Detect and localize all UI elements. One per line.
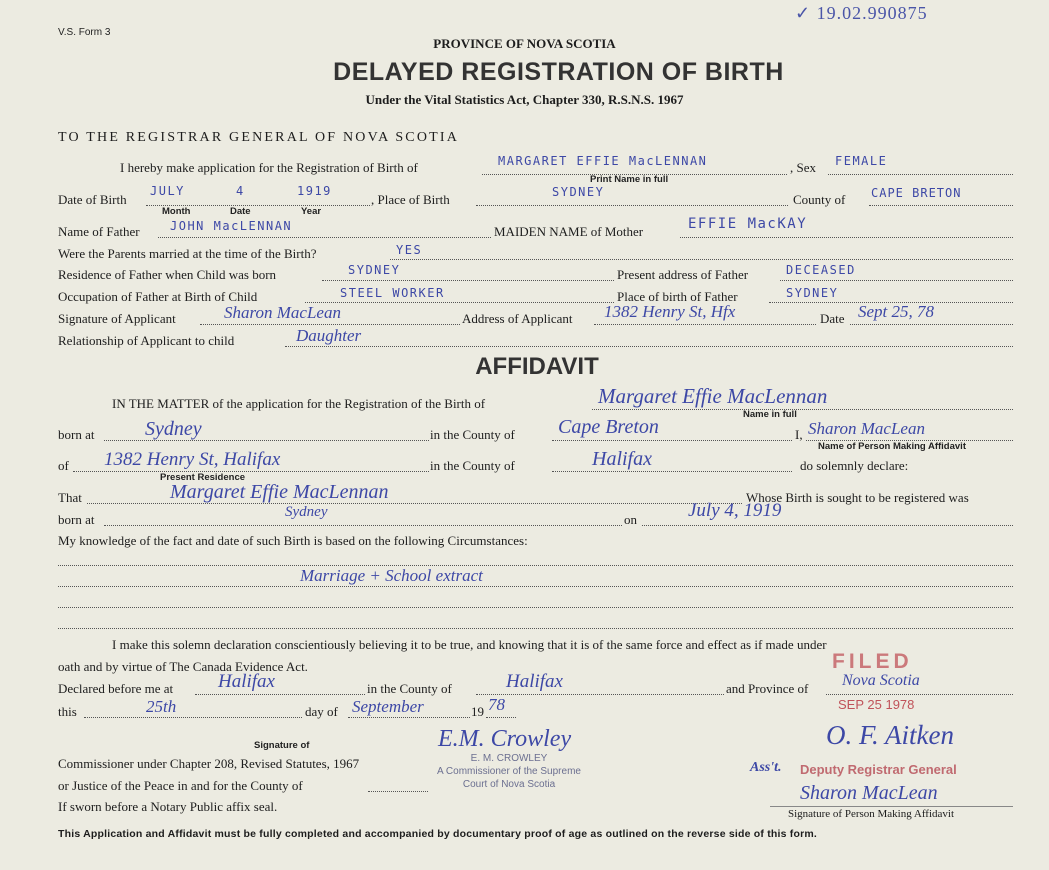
dob-label: Date of Birth	[58, 192, 127, 207]
born-at-value: Sydney	[145, 418, 202, 440]
mother-value: EFFIE MacKAY	[688, 216, 808, 232]
declared-county-line	[476, 694, 724, 695]
filed-stamp: FILED	[832, 650, 913, 673]
father-label: Name of Father	[58, 224, 140, 239]
stamp-line-1: A Commissioner of the Supreme	[437, 766, 581, 777]
year-value: 78	[488, 695, 505, 714]
notary-label: If sworn before a Notary Public affix seal.	[58, 799, 278, 814]
father-line	[158, 237, 491, 238]
nineteen-label: 19	[471, 704, 484, 719]
apply-label: I hereby make application for the Registration of Birth of	[120, 160, 418, 175]
justice-county-line	[368, 791, 428, 792]
deponent-signature: Sharon MacLean	[800, 782, 938, 804]
residence-line	[73, 471, 429, 472]
registrar-title: Deputy Registrar General	[800, 762, 957, 777]
parents-married-value: YES	[396, 243, 423, 257]
deponent-signature-line	[770, 806, 1013, 807]
aff-child-name-line	[592, 409, 1013, 410]
applicant-date-value: Sept 25, 78	[858, 302, 935, 321]
parents-married-label: Were the Parents married at the time of the Birth?	[58, 246, 317, 261]
present-address-label: Present address of Father	[617, 267, 749, 282]
registrar-prefix: Ass't.	[750, 760, 782, 775]
applicant-date-label: Date	[820, 311, 845, 326]
residence-county-value: Halifax	[592, 448, 652, 470]
circumstances-line-4	[58, 628, 1013, 629]
present-address-line	[780, 280, 1013, 281]
parents-married-line	[390, 259, 1013, 260]
form-number: V.S. Form 3	[58, 27, 111, 38]
residence-county-line	[552, 471, 792, 472]
commissioner-label: Commissioner under Chapter 208, Revised Statutes, 1967	[58, 756, 360, 771]
justice-label: or Justice of the Peace in and for the County of	[58, 778, 303, 793]
birth-place-value: Sydney	[285, 504, 328, 520]
day-line	[84, 717, 302, 718]
that-label: That	[58, 490, 82, 505]
place-of-birth-label: , Place of Birth	[371, 192, 450, 207]
place-of-birth-line	[476, 205, 788, 206]
relationship-line	[285, 346, 1013, 347]
aff-child-name-value: Margaret Effie MacLennan	[598, 384, 828, 408]
aff-county-label: in the County of	[430, 427, 515, 442]
declaration-line-2: oath and by virtue of The Canada Evidence Act.	[58, 659, 308, 674]
occupation-value: STEEL WORKER	[340, 286, 445, 300]
declared-county-label: in the County of	[367, 681, 452, 696]
county-label: County of	[793, 192, 846, 207]
circumstances-line-3	[58, 607, 1013, 608]
dob-day-value: 4	[236, 184, 245, 198]
born-at-label: born at	[58, 427, 95, 442]
declared-province-line	[826, 694, 1013, 695]
signature-applicant-value: Sharon MacLean	[224, 303, 341, 322]
county-line	[869, 205, 1013, 206]
declaration-line-1: I make this solemn declaration conscientiously believing it to be true, and knowing that it is of the same force and effect as if made under	[112, 637, 827, 652]
residence-father-line	[322, 280, 614, 281]
province-of-label: and Province of	[726, 681, 809, 696]
form-title: DELAYED REGISTRATION OF BIRTH	[333, 58, 784, 86]
solemnly-label: do solemnly declare:	[800, 458, 909, 473]
deponent-value: Sharon MacLean	[808, 419, 925, 438]
occupation-label: Occupation of Father at Birth of Child	[58, 289, 258, 304]
aff-county-value: Cape Breton	[558, 416, 659, 438]
present-residence-caption: Present Residence	[160, 472, 246, 483]
mother-label: MAIDEN NAME of Mother	[494, 224, 644, 239]
declared-before-label: Declared before me at	[58, 681, 174, 696]
addressee: TO THE REGISTRAR GENERAL OF NOVA SCOTIA	[58, 130, 460, 145]
address-applicant-label: Address of Applicant	[462, 311, 573, 326]
present-address-value: DECEASED	[786, 263, 856, 277]
birth-date-line	[642, 525, 1013, 526]
declared-at-value: Halifax	[218, 671, 275, 692]
born-at-2-label: born at	[58, 512, 95, 527]
address-applicant-line	[594, 324, 816, 325]
date-caption: Date	[230, 206, 251, 217]
circumstances-line-2	[58, 586, 1013, 587]
dob-month-value: JULY	[150, 184, 185, 198]
sex-line	[828, 174, 1013, 175]
reference-number: ✓ 19.02.990875	[795, 3, 928, 23]
occupation-line	[305, 302, 614, 303]
sig-person-caption: Signature of Person Making Affidavit	[788, 808, 954, 820]
declared-county-value: Halifax	[506, 671, 563, 692]
year-caption: Year	[301, 206, 322, 217]
commissioner-stamp	[420, 752, 598, 791]
registrar-signature: O. F. Aitken	[826, 720, 954, 750]
county-value: CAPE BRETON	[871, 186, 962, 200]
sex-label: , Sex	[790, 160, 816, 175]
circumstances-value: Marriage + School extract	[300, 566, 483, 585]
day-value: 25th	[146, 697, 177, 716]
place-birth-father-label: Place of birth of Father	[617, 289, 738, 304]
applicant-date-line	[850, 324, 1013, 325]
residence-value: 1382 Henry St, Halifax	[104, 449, 281, 470]
commissioner-signature: E.M. Crowley	[438, 726, 572, 752]
relationship-label: Relationship of Applicant to child	[58, 333, 235, 348]
day-of-label: day of	[305, 704, 338, 719]
name-person-caption: Name of Person Making Affidavit	[818, 441, 966, 452]
whose-birth-label: Whose Birth is sought to be registered was	[746, 490, 969, 505]
mother-line	[680, 237, 1013, 238]
of-label: of	[58, 458, 69, 473]
stamp-name: E. M. CROWLEY	[470, 753, 548, 764]
signature-of-caption: Signature of	[254, 740, 310, 751]
relationship-value: Daughter	[296, 326, 362, 345]
this-label: this	[58, 704, 77, 719]
child-name-value: MARGARET EFFIE MacLENNAN	[498, 154, 708, 168]
signature-applicant-label: Signature of Applicant	[58, 311, 176, 326]
name-in-full-caption: Name in full	[743, 409, 797, 420]
residence-county-label: in the County of	[430, 458, 515, 473]
affidavit-heading: AFFIDAVIT	[475, 353, 599, 380]
province-heading: PROVINCE OF NOVA SCOTIA	[433, 36, 616, 51]
declared-at-line	[195, 694, 365, 695]
footer-note: This Application and Affidavit must be fully completed and accompanied by documentary proof of age as outlined on the reverse side of this form.	[58, 828, 818, 840]
dob-year-value: 1919	[297, 184, 332, 198]
form-subtitle: Under the Vital Statistics Act, Chapter 330, R.S.N.S. 1967	[365, 92, 684, 107]
declared-province-value: Nova Scotia	[842, 672, 920, 689]
address-applicant-value: 1382 Henry St, Hfx	[604, 302, 736, 321]
month-line	[348, 717, 470, 718]
on-label: on	[624, 512, 637, 527]
month-caption: Month	[162, 206, 191, 217]
print-name-caption: Print Name in full	[590, 174, 669, 185]
knowledge-label: My knowledge of the fact and date of such Birth is based on the following Circumstances:	[58, 533, 528, 548]
residence-father-label: Residence of Father when Child was born	[58, 267, 277, 282]
residence-father-value: SYDNEY	[348, 263, 401, 277]
month-value: September	[352, 697, 424, 716]
circumstances-line-1	[58, 565, 1013, 566]
filed-date: SEP 25 1978	[838, 697, 915, 712]
place-birth-father-value: SYDNEY	[786, 286, 839, 300]
born-at-2-line	[104, 525, 622, 526]
aff-county-line	[552, 440, 792, 441]
stamp-line-2: Court of Nova Scotia	[462, 779, 556, 790]
place-of-birth-value: SYDNEY	[552, 185, 605, 199]
signature-applicant-line	[200, 324, 460, 325]
year-line	[486, 717, 516, 718]
that-value: Margaret Effie MacLennan	[170, 481, 389, 503]
father-value: JOHN MacLENNAN	[170, 219, 293, 233]
birth-date-value: July 4, 1919	[688, 500, 782, 521]
i-label: I,	[795, 427, 803, 442]
in-matter-label: IN THE MATTER of the application for the Registration of the Birth of	[112, 396, 486, 411]
sex-value: FEMALE	[835, 154, 888, 168]
